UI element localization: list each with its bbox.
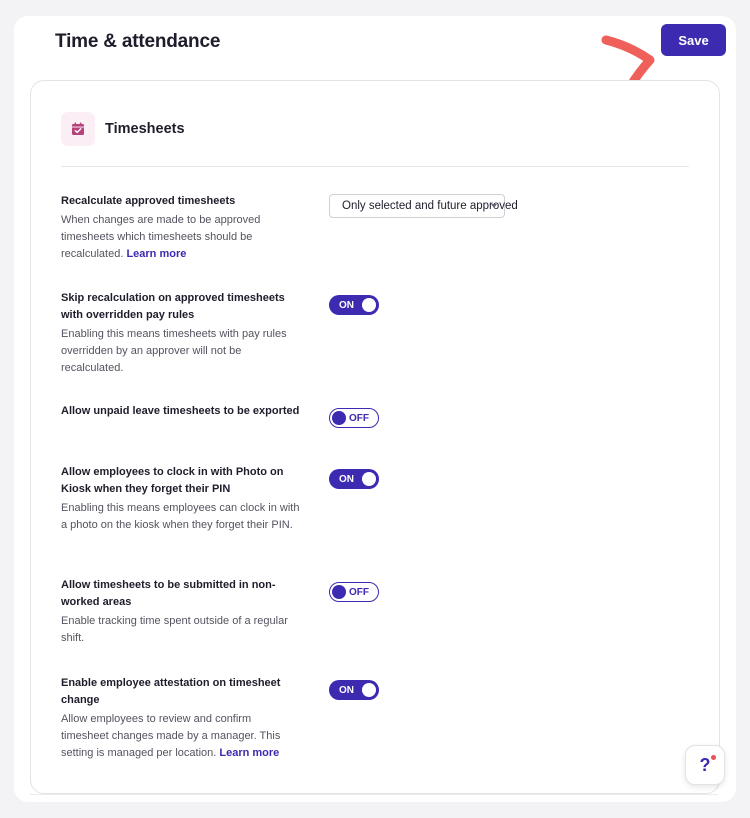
- setting-description: Enabling this means employees can clock in with a photo on the kiosk when they forget their PIN.: [61, 502, 300, 531]
- select-value: Only selected and future approved: [342, 200, 518, 212]
- toggle-knob: [332, 585, 346, 599]
- toggle-state: OFF: [349, 586, 369, 598]
- toggle-state: ON: [339, 473, 354, 485]
- setting-skip-recalculation: [61, 290, 701, 377]
- section-header: [61, 112, 185, 146]
- setting-description: Enabling this means timesheets with pay rules overridden by an approver will not be recalculated.: [61, 328, 287, 374]
- card-bottom-edge: [30, 794, 718, 803]
- recalculate-select[interactable]: [329, 194, 518, 218]
- setting-title: Enable employee attestation on timesheet change: [61, 677, 281, 706]
- toggle-knob: [362, 472, 376, 486]
- setting-employee-attestation: [61, 675, 701, 762]
- setting-title: Recalculate approved timesheets: [61, 195, 236, 207]
- caret-down-icon: [491, 204, 497, 208]
- setting-recalculate-approved: [61, 193, 701, 263]
- notification-dot: [711, 755, 716, 760]
- unpaid-leave-export-toggle[interactable]: [329, 408, 379, 428]
- toggle-state: OFF: [349, 412, 369, 424]
- toggle-knob: [362, 298, 376, 312]
- setting-photo-on-kiosk: [61, 464, 701, 534]
- help-question-icon: ?: [699, 754, 711, 775]
- setting-title: Allow timesheets to be submitted in non-worked areas: [61, 579, 276, 608]
- page-title: Time & attendance: [55, 31, 221, 52]
- setting-unpaid-leave-export: [61, 403, 701, 424]
- toggle-state: ON: [339, 684, 354, 696]
- calendar-check-icon: [61, 112, 95, 146]
- toggle-state: ON: [339, 299, 354, 311]
- toggle-knob: [332, 411, 346, 425]
- photo-on-kiosk-toggle[interactable]: [329, 469, 379, 489]
- learn-more-link[interactable]: Learn more: [219, 747, 280, 759]
- employee-attestation-toggle[interactable]: [329, 680, 379, 700]
- section-divider: [61, 166, 689, 167]
- setting-title: Allow unpaid leave timesheets to be exported: [61, 405, 300, 417]
- section-title: Timesheets: [105, 121, 185, 137]
- app-frame: [14, 16, 736, 802]
- setting-title: Allow employees to clock in with Photo on Kiosk when they forget their PIN: [61, 466, 284, 495]
- skip-recalculation-toggle[interactable]: [329, 295, 379, 315]
- help-button[interactable]: [685, 745, 725, 785]
- setting-description: When changes are made to be approved timesheets which timesheets should be recalculated. Learn more: [61, 214, 261, 260]
- learn-more-link[interactable]: Learn more: [126, 248, 187, 260]
- non-worked-areas-toggle[interactable]: [329, 582, 379, 602]
- setting-title: Skip recalculation on approved timesheets with overridden pay rules: [61, 292, 285, 321]
- setting-description: Enable tracking time spent outside of a regular shift.: [61, 615, 288, 644]
- setting-non-worked-areas: [61, 577, 701, 647]
- settings-card: [30, 80, 720, 794]
- setting-description: Allow employees to review and confirm timesheet changes made by a manager. This setting is managed per location. Learn more: [61, 713, 281, 759]
- save-button[interactable]: Save: [661, 24, 726, 56]
- toggle-knob: [362, 683, 376, 697]
